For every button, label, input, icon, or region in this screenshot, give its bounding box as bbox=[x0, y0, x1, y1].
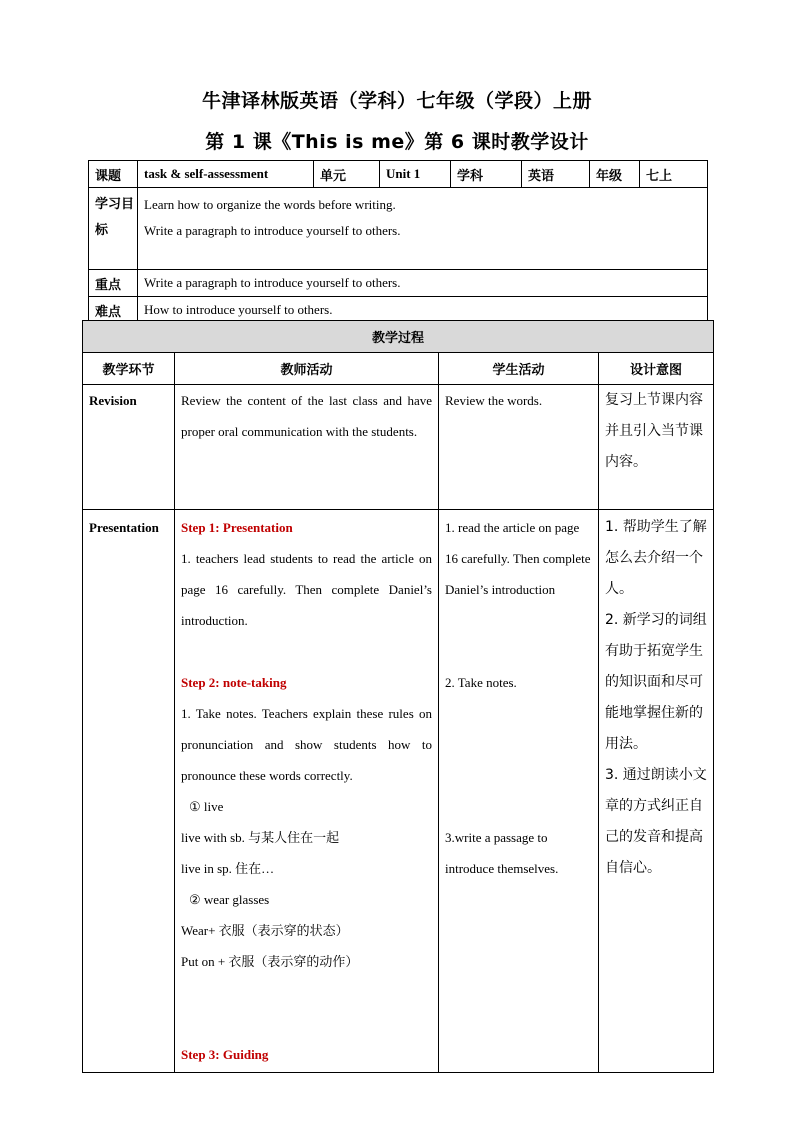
revision-teacher-activity: Review the content of the last class and have proper oral communication with the students. bbox=[175, 385, 439, 510]
note-item-wear-glasses: ② wear glasses bbox=[189, 892, 270, 907]
process-header: 教学过程 bbox=[83, 321, 714, 353]
objective-item: Learn how to organize the words before writing. bbox=[144, 197, 396, 212]
info-table bbox=[88, 160, 708, 324]
objectives-label: 学习目标 bbox=[89, 188, 138, 270]
step2-title: Step 2: note-taking bbox=[181, 675, 287, 690]
design-intent-3: 3. 通过朗读小文章的方式纠正自己的发音和提高自信心。 bbox=[605, 767, 707, 876]
revision-student-activity: Review the words. bbox=[439, 385, 599, 510]
objective-item: Write a paragraph to introduce yourself to others. bbox=[144, 223, 401, 238]
presentation-teacher-activity bbox=[175, 510, 439, 1073]
column-header-intent: 设计意图 bbox=[599, 353, 714, 385]
note-item-live-with: live with sb. 与某人住在一起 bbox=[181, 830, 340, 845]
process-table bbox=[82, 320, 714, 1073]
note-item-wear: Wear+ 衣服（表示穿的状态） bbox=[181, 923, 349, 938]
key-point-value: Write a paragraph to introduce yourself to others. bbox=[138, 270, 708, 297]
grade-label: 年级 bbox=[590, 161, 640, 188]
subject-label: 学科 bbox=[451, 161, 522, 188]
topic-label: 课题 bbox=[89, 161, 138, 188]
objectives-cell bbox=[138, 188, 708, 270]
lesson-title: 第 1 课《This is me》第 6 课时教学设计 bbox=[205, 131, 589, 153]
note-item-live: ① live bbox=[189, 799, 224, 814]
difficult-point-label: 难点 bbox=[89, 297, 138, 324]
unit-label: 单元 bbox=[314, 161, 380, 188]
presentation-design-intent bbox=[599, 510, 714, 1073]
column-header-student: 学生活动 bbox=[439, 353, 599, 385]
document-title: 牛津译林版英语（学科）七年级（学段）上册 bbox=[201, 90, 592, 112]
note-item-live-in: live in sp. 住在… bbox=[181, 861, 275, 876]
key-point-label: 重点 bbox=[89, 270, 138, 297]
column-header-teacher: 教师活动 bbox=[175, 353, 439, 385]
design-intent-1: 1. 帮助学生了解怎么去介绍一个人。 bbox=[605, 519, 707, 597]
subject-value: 英语 bbox=[522, 161, 590, 188]
presentation-student-activity bbox=[439, 510, 599, 1073]
step1-title: Step 1: Presentation bbox=[181, 520, 293, 535]
design-intent-2: 2. 新学习的词组有助于拓宽学生的知识面和尽可能地掌握住新的用法。 bbox=[605, 612, 707, 752]
student-activity-2: 2. Take notes. bbox=[445, 675, 517, 690]
step1-text: 1. teachers lead students to read the article on page 16 carefully. Then complete Daniel’s introduction. bbox=[181, 551, 432, 628]
note-item-put-on: Put on + 衣服（表示穿的动作） bbox=[181, 954, 359, 969]
student-activity-1: 1. read the article on page 16 carefully. Then complete Daniel’s introduction bbox=[445, 520, 591, 597]
grade-value: 七上 bbox=[640, 161, 708, 188]
presentation-stage: Presentation bbox=[83, 510, 175, 1073]
student-activity-3: 3.write a passage to introduce themselves. bbox=[445, 830, 559, 876]
unit-value: Unit 1 bbox=[380, 161, 451, 188]
difficult-point-value: How to introduce yourself to others. bbox=[138, 297, 708, 324]
revision-stage: Revision bbox=[83, 385, 175, 510]
topic-value: task & self-assessment bbox=[138, 161, 314, 188]
revision-design-intent: 复习上节课内容并且引入当节课内容。 bbox=[599, 385, 714, 510]
step2-text: 1. Take notes. Teachers explain these rules on pronunciation and show students how to pronounce these words correctly. bbox=[181, 706, 432, 783]
column-header-stage: 教学环节 bbox=[83, 353, 175, 385]
step3-title: Step 3: Guiding bbox=[181, 1047, 269, 1062]
